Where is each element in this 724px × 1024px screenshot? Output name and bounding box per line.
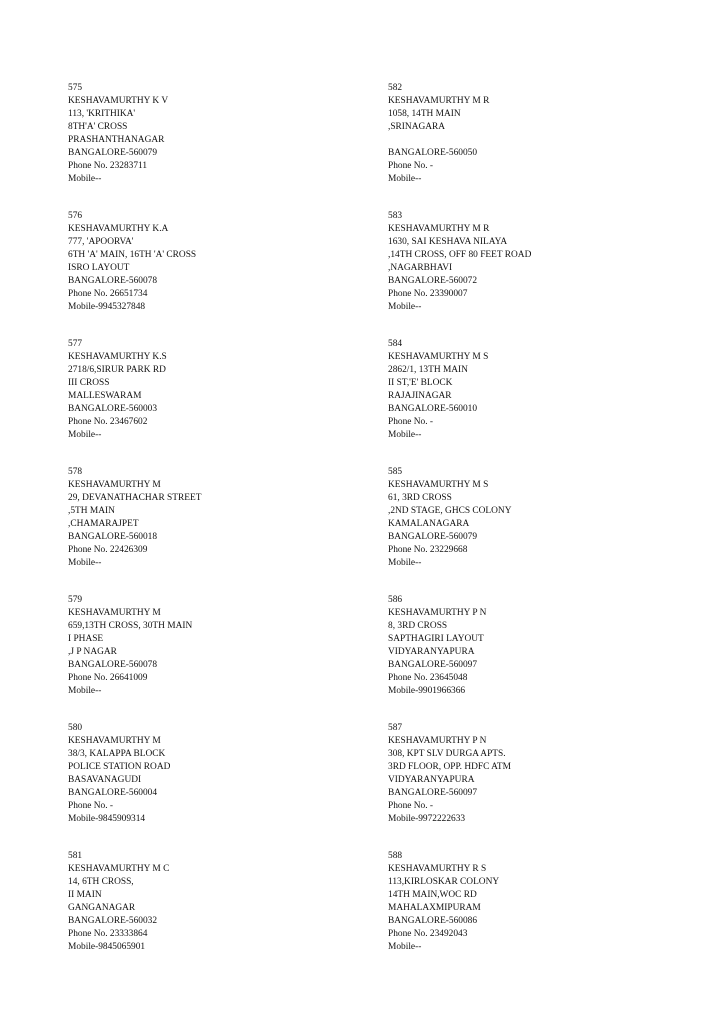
address-line-1: 308, KPT SLV DURGA APTS. — [388, 749, 506, 759]
member-name: KESHAVAMURTHY M R — [388, 96, 490, 106]
member-name: KESHAVAMURTHY K.S — [68, 352, 167, 362]
city-pincode: BANGALORE-560078 — [68, 276, 158, 286]
city-pincode: BANGALORE-560072 — [388, 276, 478, 286]
city-pincode: BANGALORE-560079 — [68, 148, 158, 158]
entry-number: 581 — [68, 851, 83, 861]
member-entry — [68, 466, 368, 594]
phone-number: Phone No. 23283711 — [68, 161, 148, 171]
address-line-1: 113, 'KRITHIKA' — [68, 109, 136, 119]
member-entry — [388, 594, 688, 722]
address-line-1: 2718/6,SIRUR PARK RD — [68, 365, 166, 375]
member-entry — [388, 722, 688, 850]
address-line-1: 1630, SAI KESHAVA NILAYA — [388, 237, 508, 247]
address-line-3: RAJAJINAGAR — [388, 391, 452, 401]
right-column — [388, 82, 688, 978]
address-line-2: III CROSS — [68, 378, 110, 388]
mobile-number: Mobile-- — [68, 686, 102, 696]
member-entry — [68, 82, 368, 210]
member-entry — [388, 850, 688, 978]
member-name: KESHAVAMURTHY M R — [388, 224, 490, 234]
phone-number: Phone No. 23645048 — [388, 673, 468, 683]
city-pincode: BANGALORE-560050 — [388, 148, 478, 158]
entry-number: 583 — [388, 211, 403, 221]
mobile-number: Mobile-- — [68, 558, 102, 568]
address-line-1: 14, 6TH CROSS, — [68, 877, 134, 887]
entry-number: 575 — [68, 83, 83, 93]
address-line-1: 777, 'APOORVA' — [68, 237, 134, 247]
address-line-3: VIDYARANYAPURA — [388, 647, 475, 657]
address-line-1: 659,13TH CROSS, 30TH MAIN — [68, 621, 193, 631]
member-name: KESHAVAMURTHY K V — [68, 96, 169, 106]
address-line-2: ,5TH MAIN — [68, 506, 115, 516]
phone-number: Phone No. 26651734 — [68, 289, 148, 299]
address-line-3 — [388, 134, 688, 147]
address-line-3: ,J P NAGAR — [68, 647, 117, 657]
address-line-2: I PHASE — [68, 634, 104, 644]
member-name: KESHAVAMURTHY M S — [388, 352, 489, 362]
phone-number: Phone No. - — [388, 801, 434, 811]
mobile-number: Mobile-- — [68, 430, 102, 440]
member-name: KESHAVAMURTHY M — [68, 608, 161, 618]
city-pincode: BANGALORE-560079 — [388, 532, 478, 542]
phone-number: Phone No. 23492043 — [388, 929, 468, 939]
entry-number: 582 — [388, 83, 403, 93]
address-line-2: 14TH MAIN,WOC RD — [388, 890, 477, 900]
entry-number: 576 — [68, 211, 83, 221]
member-name: KESHAVAMURTHY M — [68, 480, 161, 490]
member-name: KESHAVAMURTHY K.A — [68, 224, 169, 234]
member-name: KESHAVAMURTHY M C — [68, 864, 170, 874]
address-line-2: ,SRINAGARA — [388, 122, 446, 132]
address-line-1: 113,KIRLOSKAR COLONY — [388, 877, 500, 887]
city-pincode: BANGALORE-560004 — [68, 788, 158, 798]
member-name: KESHAVAMURTHY M — [68, 736, 161, 746]
city-pincode: BANGALORE-560078 — [68, 660, 158, 670]
mobile-number: Mobile-9945327848 — [68, 302, 146, 312]
entry-number: 584 — [388, 339, 403, 349]
address-line-1: 29, DEVANATHACHAR STREET — [68, 493, 202, 503]
address-line-3: GANGANAGAR — [68, 903, 136, 913]
member-entry — [388, 466, 688, 594]
entry-number: 578 — [68, 467, 83, 477]
address-line-3: PRASHANTHANAGAR — [68, 135, 165, 145]
mobile-number: Mobile-- — [68, 174, 102, 184]
member-name: KESHAVAMURTHY R S — [388, 864, 487, 874]
address-line-1: 8, 3RD CROSS — [388, 621, 448, 631]
city-pincode: BANGALORE-560010 — [388, 404, 478, 414]
entry-number: 579 — [68, 595, 83, 605]
member-entry — [388, 210, 688, 338]
city-pincode: BANGALORE-560032 — [68, 916, 158, 926]
address-line-3: ISRO LAYOUT — [68, 263, 130, 273]
mobile-number: Mobile-9901966366 — [388, 686, 466, 696]
member-entry — [388, 82, 688, 210]
member-name: KESHAVAMURTHY P N — [388, 736, 487, 746]
address-line-2: II MAIN — [68, 890, 102, 900]
address-line-2: 3RD FLOOR, OPP. HDFC ATM — [388, 762, 511, 772]
phone-number: Phone No. 23467602 — [68, 417, 148, 427]
phone-number: Phone No. 23390007 — [388, 289, 468, 299]
member-entry — [68, 594, 368, 722]
mobile-number: Mobile-- — [388, 430, 422, 440]
phone-number: Phone No. 22426309 — [68, 545, 148, 555]
phone-number: Phone No. - — [388, 161, 434, 171]
phone-number: Phone No. 26641009 — [68, 673, 148, 683]
address-line-1: 2862/1, 13TH MAIN — [388, 365, 468, 375]
city-pincode: BANGALORE-560086 — [388, 916, 478, 926]
mobile-number: Mobile-9845065901 — [68, 942, 146, 952]
mobile-number: Mobile-9845909314 — [68, 814, 146, 824]
member-entry — [68, 338, 368, 466]
entry-number: 577 — [68, 339, 83, 349]
member-entry — [388, 338, 688, 466]
address-line-3: VIDYARANYAPURA — [388, 775, 475, 785]
address-line-1: 1058, 14TH MAIN — [388, 109, 461, 119]
address-line-2: SAPTHAGIRI LAYOUT — [388, 634, 484, 644]
member-name: KESHAVAMURTHY M S — [388, 480, 489, 490]
address-line-2: II ST,'E' BLOCK — [388, 378, 453, 388]
left-column — [68, 82, 368, 978]
mobile-number: Mobile-9972222633 — [388, 814, 466, 824]
member-entry — [68, 210, 368, 338]
address-line-2: 6TH 'A' MAIN, 16TH 'A' CROSS — [68, 250, 197, 260]
phone-number: Phone No. 23229668 — [388, 545, 468, 555]
address-line-3: MAHALAXMIPURAM — [388, 903, 481, 913]
member-name: KESHAVAMURTHY P N — [388, 608, 487, 618]
address-line-2: POLICE STATION ROAD — [68, 762, 171, 772]
mobile-number: Mobile-- — [388, 302, 422, 312]
city-pincode: BANGALORE-560097 — [388, 660, 478, 670]
address-line-3: KAMALANAGARA — [388, 519, 470, 529]
city-pincode: BANGALORE-560018 — [68, 532, 158, 542]
entry-number: 585 — [388, 467, 403, 477]
phone-number: Phone No. 23333864 — [68, 929, 148, 939]
mobile-number: Mobile-- — [388, 942, 422, 952]
phone-number: Phone No. - — [388, 417, 434, 427]
address-line-3: BASAVANAGUDI — [68, 775, 142, 785]
city-pincode: BANGALORE-560003 — [68, 404, 158, 414]
entry-number: 586 — [388, 595, 403, 605]
member-entry — [68, 722, 368, 850]
address-line-3: MALLESWARAM — [68, 391, 142, 401]
address-line-3: ,CHAMARAJPET — [68, 519, 139, 529]
phone-number: Phone No. - — [68, 801, 114, 811]
mobile-number: Mobile-- — [388, 558, 422, 568]
entry-number: 580 — [68, 723, 83, 733]
address-line-2: ,14TH CROSS, OFF 80 FEET ROAD — [388, 250, 532, 260]
address-line-2: ,2ND STAGE, GHCS COLONY — [388, 506, 512, 516]
entry-number: 587 — [388, 723, 403, 733]
member-entry — [68, 850, 368, 978]
address-line-3: ,NAGARBHAVI — [388, 263, 453, 273]
address-line-1: 38/3, KALAPPA BLOCK — [68, 749, 166, 759]
entry-number: 588 — [388, 851, 403, 861]
city-pincode: BANGALORE-560097 — [388, 788, 478, 798]
address-line-2: 8TH'A' CROSS — [68, 122, 128, 132]
address-line-1: 61, 3RD CROSS — [388, 493, 452, 503]
mobile-number: Mobile-- — [388, 174, 422, 184]
